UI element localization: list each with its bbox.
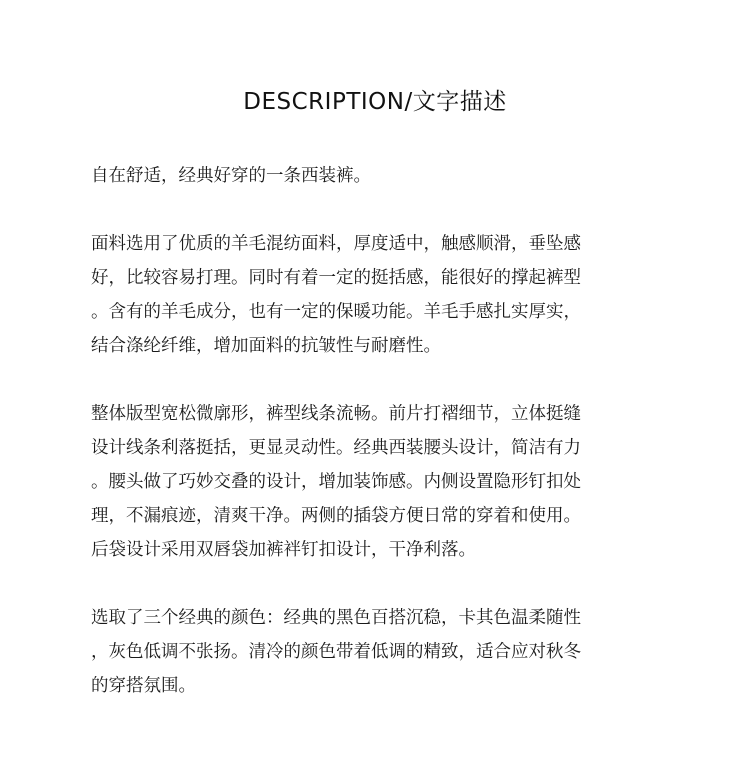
paragraph-line: 设计线条利落挺括，更显灵动性。经典西装腰头设计，简洁有力	[91, 438, 581, 458]
page-title: DESCRIPTION/文字描述	[243, 89, 507, 115]
paragraph-line: 后袋设计采用双唇袋加裤袢钉扣设计，干净利落。	[91, 540, 476, 560]
paragraph-line: 整体版型宽松微廓形，裤型线条流畅。前片打褶细节，立体挺缝	[91, 404, 581, 424]
paragraph-line: ，灰色低调不张扬。清冷的颜色带着低调的精致，适合应对秋冬	[91, 642, 581, 662]
paragraph-line: 理，不漏痕迹，清爽干净。两侧的插袋方便日常的穿着和使用。	[91, 506, 581, 526]
paragraph-line: 选取了三个经典的颜色：经典的黑色百搭沉稳，卡其色温柔随性	[91, 608, 581, 628]
paragraph-line: 好，比较容易打理。同时有着一定的挺括感，能很好的撑起裤型	[91, 268, 581, 288]
paragraph-line: 面料选用了优质的羊毛混纺面料，厚度适中，触感顺滑，垂坠感	[91, 234, 581, 254]
paragraph-line: 。腰头做了巧妙交叠的设计，增加装饰感。内侧设置隐形钉扣处	[91, 472, 581, 492]
paragraph-line: 自在舒适，经典好穿的一条西装裤。	[91, 166, 371, 186]
paragraph-line: 。含有的羊毛成分，也有一定的保暖功能。羊毛手感扎实厚实，	[91, 302, 581, 322]
paragraph-line: 结合涤纶纤维，增加面料的抗皱性与耐磨性。	[91, 336, 441, 356]
paragraph-line: 的穿搭氛围。	[91, 676, 196, 696]
